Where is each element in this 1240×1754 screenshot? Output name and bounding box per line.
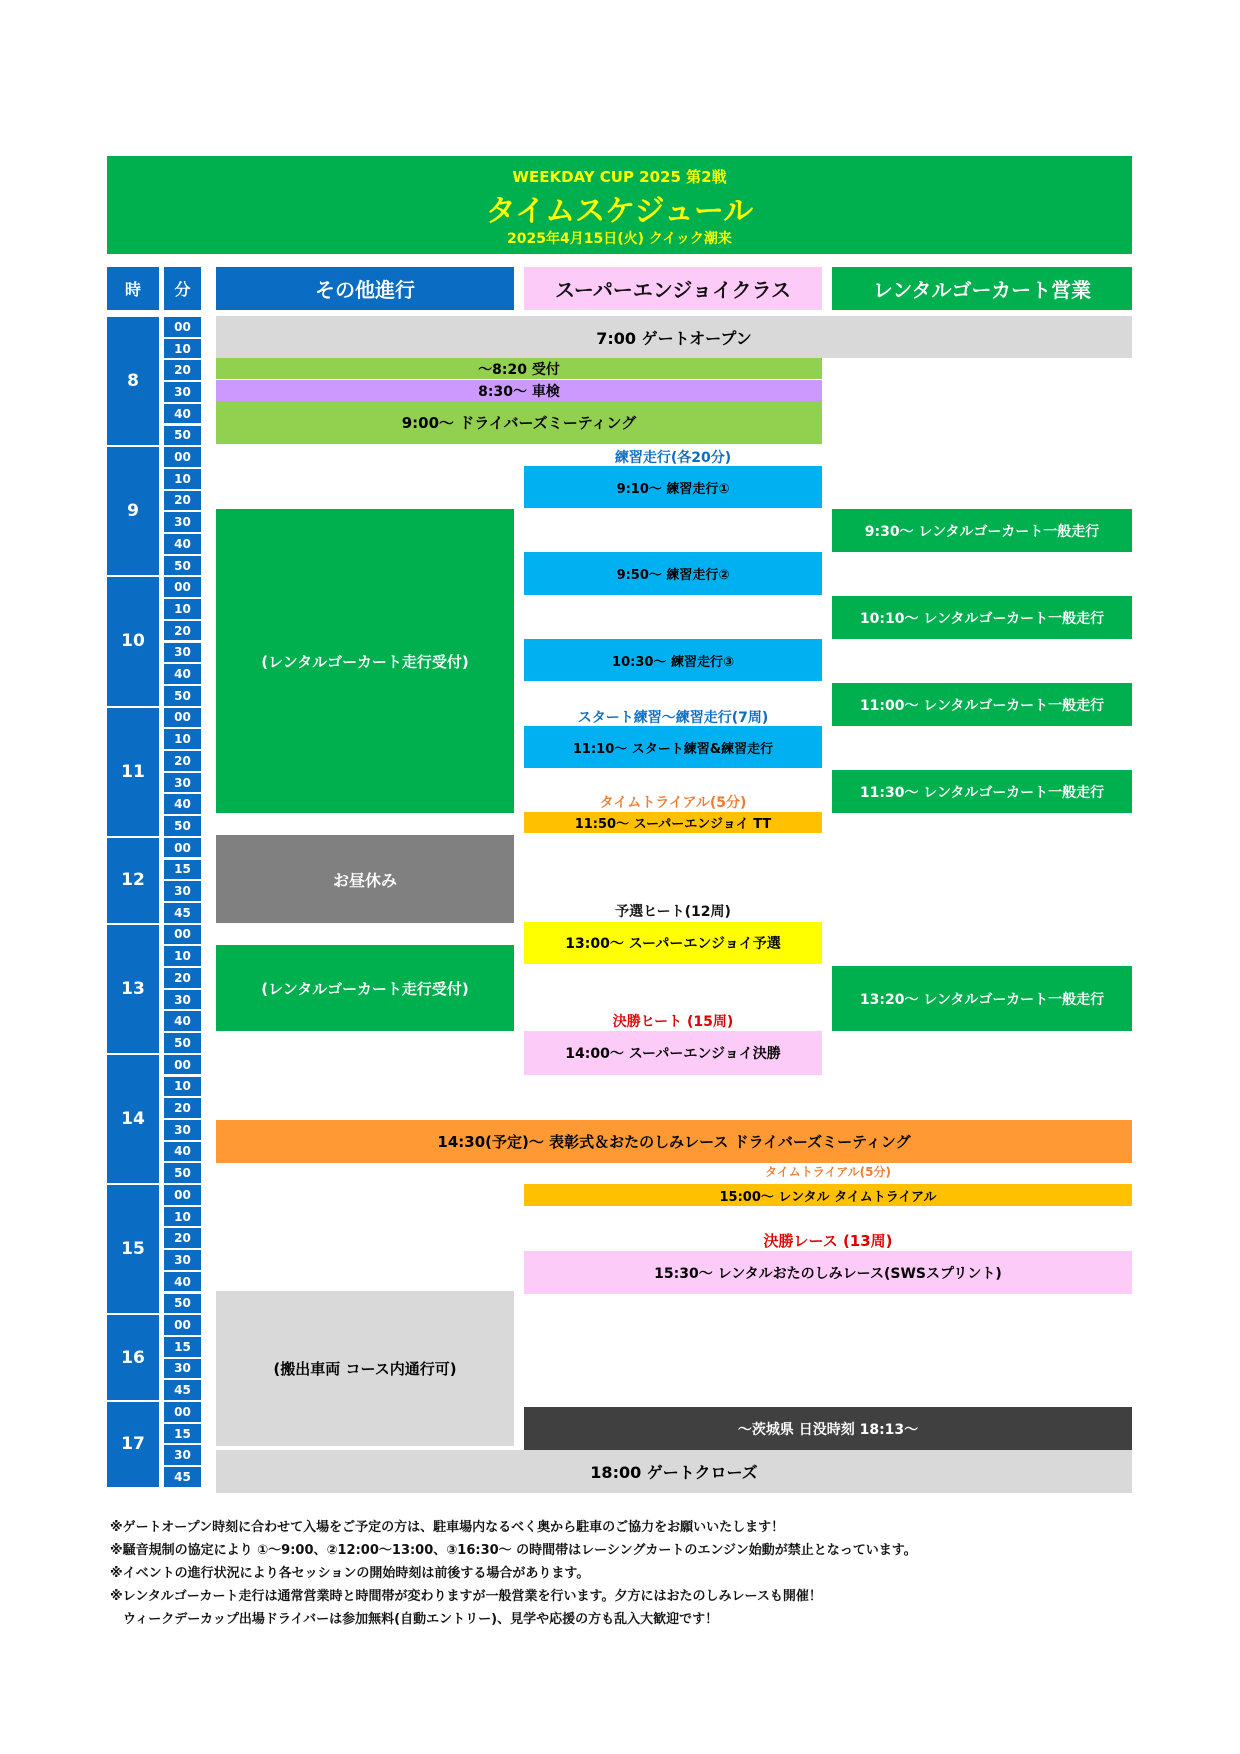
inspection-block: 8:30～ 車検	[216, 380, 822, 401]
minute-label: 00	[164, 708, 201, 728]
rental-reception-afternoon-block: (レンタルゴーカート走行受付)	[216, 945, 514, 1031]
minute-label: 50	[164, 816, 201, 836]
minute-label: 00	[164, 447, 201, 467]
minute-label: 40	[164, 534, 201, 554]
carry-out-block: (搬出車両 コース内通行可)	[216, 1291, 514, 1446]
enjoy-column-header: スーパーエンジョイクラス	[524, 267, 822, 310]
minute-label: 50	[164, 686, 201, 706]
minute-label: 30	[164, 1359, 201, 1379]
heat-block: 13:00～ スーパーエンジョイ予選	[524, 922, 822, 964]
minute-label: 10	[164, 1207, 201, 1227]
final-block: 14:00～ スーパーエンジョイ決勝	[524, 1031, 822, 1075]
hour-label: 12	[107, 838, 159, 923]
hour-label: 8	[107, 317, 159, 445]
minute-label: 45	[164, 1467, 201, 1487]
hour-label: 14	[107, 1055, 159, 1183]
rental-1320-block: 13:20～ レンタルゴーカート一般走行	[832, 966, 1132, 1031]
minute-label: 50	[164, 556, 201, 576]
minute-label: 10	[164, 1077, 201, 1097]
hour-label: 13	[107, 925, 159, 1053]
rental-0930-block: 9:30～ レンタルゴーカート一般走行	[832, 509, 1132, 552]
hour-label: 9	[107, 447, 159, 575]
hour-label: 15	[107, 1185, 159, 1313]
minute-label: 40	[164, 794, 201, 814]
gate-open-block: 7:00 ゲートオープン	[216, 316, 1132, 358]
start-practice-label: スタート練習～練習走行(7周)	[577, 710, 769, 726]
minute-label: 30	[164, 512, 201, 532]
rental-tt-block: 15:00～ レンタル タイムトライアル	[524, 1184, 1132, 1206]
minute-label: 15	[164, 1424, 201, 1444]
hour-label: 11	[107, 708, 159, 836]
minute-label: 20	[164, 751, 201, 771]
minute-label: 40	[164, 664, 201, 684]
heat-label: 予選ヒート(12周)	[615, 904, 731, 920]
note-2: ※騒音規制の協定により ①～9:00、②12:00～13:00、③16:30～ の時間帯はレーシングカートのエンジン始動が禁止となっています。	[110, 1543, 917, 1558]
note-5: ウィークデーカップ出場ドライバーは参加無料(自動エントリー)、見学や応援の方も乱入大歓迎です！	[110, 1612, 719, 1627]
page-title: タイムスケジュール	[485, 194, 754, 229]
rental-1100-block: 11:00～ レンタルゴーカート一般走行	[832, 683, 1132, 726]
minute-label: 50	[164, 1294, 201, 1314]
rental-race-block: 15:30～ レンタルおたのしみレース(SWSスプリント)	[524, 1251, 1132, 1294]
minute-label: 30	[164, 881, 201, 901]
minute-label: 20	[164, 621, 201, 641]
minute-label: 00	[164, 1402, 201, 1422]
note-3: ※イベントの進行状況により各セッションの開始時刻は前後する場合があります。	[110, 1566, 590, 1581]
final-label: 決勝ヒート (15周)	[612, 1014, 734, 1030]
minute-label: 10	[164, 339, 201, 359]
minute-label: 40	[164, 1142, 201, 1162]
rental-column-header: レンタルゴーカート営業	[832, 267, 1132, 310]
note-1: ※ゲートオープン時刻に合わせて入場をご予定の方は、駐車場内なるべく奥から駐車のご協力をお願いいたします！	[110, 1520, 785, 1535]
minute-label: 00	[164, 317, 201, 337]
minute-label: 30	[164, 1120, 201, 1140]
minute-label: 45	[164, 1380, 201, 1400]
minute-column-header: 分	[164, 267, 201, 310]
minute-label: 20	[164, 1098, 201, 1118]
minute-label: 00	[164, 925, 201, 945]
minute-label: 40	[164, 1011, 201, 1031]
hour-label: 17	[107, 1402, 159, 1487]
start-practice-block: 11:10～ スタート練習&練習走行	[524, 726, 822, 768]
practice-1-block: 9:10～ 練習走行①	[524, 466, 822, 508]
rental-1010-block: 10:10～ レンタルゴーカート一般走行	[832, 596, 1132, 639]
hour-label: 10	[107, 577, 159, 705]
minute-label: 45	[164, 903, 201, 923]
minute-label: 15	[164, 1337, 201, 1357]
practice-2-block: 9:50～ 練習走行②	[524, 552, 822, 595]
minute-label: 00	[164, 1185, 201, 1205]
minute-label: 20	[164, 360, 201, 380]
minute-label: 00	[164, 1315, 201, 1335]
minute-label: 40	[164, 404, 201, 424]
minute-label: 10	[164, 946, 201, 966]
rental-tt-label: タイムトライアル(5分)	[765, 1165, 891, 1179]
other-column-header: その他進行	[216, 267, 514, 310]
minute-label: 20	[164, 491, 201, 511]
minute-label: 30	[164, 990, 201, 1010]
gate-close-block: 18:00 ゲートクローズ	[216, 1450, 1132, 1493]
minute-label: 50	[164, 1033, 201, 1053]
rental-reception-block: (レンタルゴーカート走行受付)	[216, 509, 514, 813]
hour-label: 16	[107, 1315, 159, 1400]
minute-label: 20	[164, 968, 201, 988]
drivers-meeting-block: 9:00～ ドライバーズミーティング	[216, 401, 822, 444]
minute-label: 30	[164, 1250, 201, 1270]
hour-column-header: 時	[107, 267, 159, 310]
practice-label: 練習走行(各20分)	[614, 450, 732, 466]
event-subtitle: WEEKDAY CUP 2025 第2戦	[512, 168, 727, 186]
minute-label: 30	[164, 1445, 201, 1465]
minute-label: 00	[164, 577, 201, 597]
awards-meeting-block: 14:30(予定)～ 表彰式＆おたのしみレース ドライバーズミーティング	[216, 1120, 1132, 1163]
lunch-break-block: お昼休み	[216, 835, 514, 923]
tt-block: 11:50～ スーパーエンジョイ TT	[524, 812, 822, 833]
minute-label: 20	[164, 1228, 201, 1248]
note-4: ※レンタルゴーカート走行は通常営業時と時間帯が変わりますが一般営業を行います。夕方にはおたのしみレースも開催！	[110, 1589, 822, 1604]
minute-label: 10	[164, 469, 201, 489]
sunset-block: ～茨城県 日没時刻 18:13～	[524, 1407, 1132, 1450]
minute-label: 30	[164, 773, 201, 793]
minute-label: 10	[164, 729, 201, 749]
practice-3-block: 10:30～ 練習走行③	[524, 639, 822, 681]
tt-label: タイムトライアル(5分)	[599, 795, 747, 811]
minute-label: 50	[164, 426, 201, 446]
minute-label: 30	[164, 382, 201, 402]
minute-label: 10	[164, 599, 201, 619]
minute-label: 30	[164, 643, 201, 663]
minute-label: 15	[164, 860, 201, 880]
event-date: 2025年4月15日(火) クイック潮来	[507, 231, 732, 247]
schedule-header	[107, 156, 1132, 254]
minute-label: 00	[164, 1055, 201, 1075]
minute-label: 00	[164, 838, 201, 858]
rental-1130-block: 11:30～ レンタルゴーカート一般走行	[832, 770, 1132, 813]
rental-final-label: 決勝レース (13周)	[763, 1232, 893, 1250]
reception-block: ～8:20 受付	[216, 358, 822, 379]
minute-label: 40	[164, 1272, 201, 1292]
minute-label: 50	[164, 1163, 201, 1183]
